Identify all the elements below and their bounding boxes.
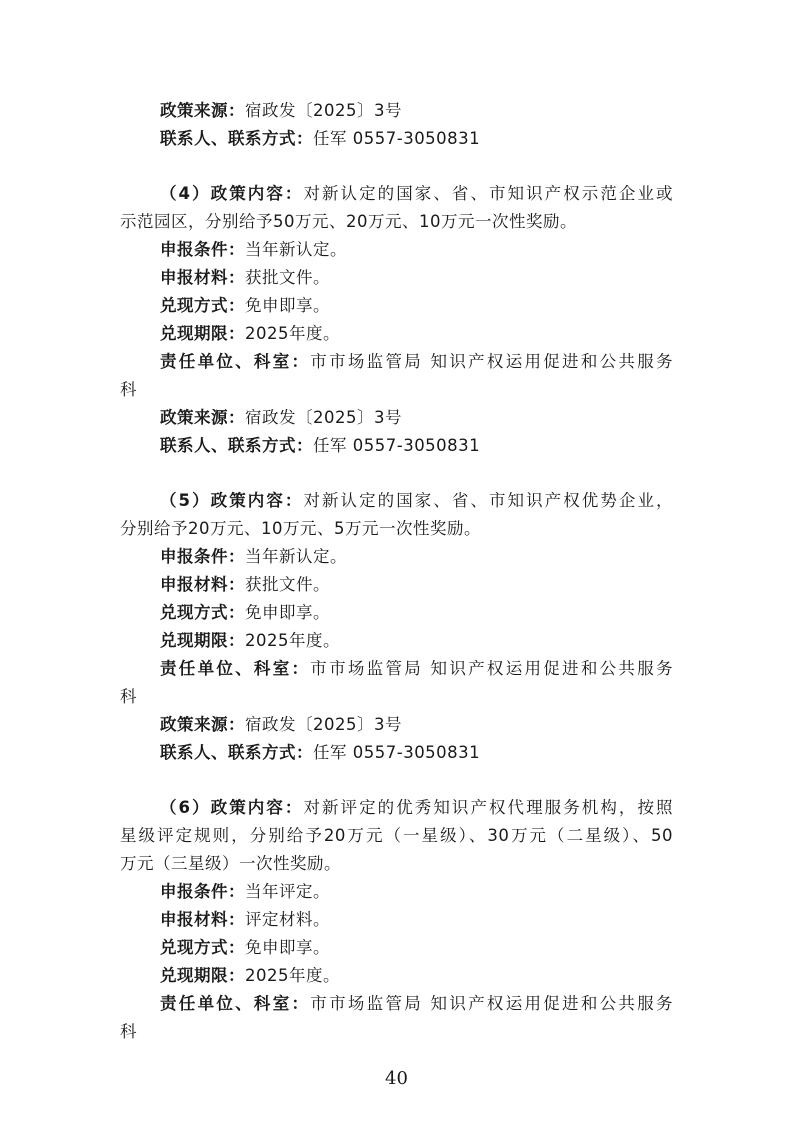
- item5-unit-line1: 责任单位、科室：市市场监管局 知识产权运用促进和公共服务: [160, 659, 673, 678]
- item5-material: 申报材料：获批文件。: [160, 575, 330, 594]
- item4-period: 兑现期限：2025年度。: [160, 324, 340, 343]
- item4-unit-line2: 科: [120, 380, 137, 399]
- value-contact: 任军 0557-3050831: [313, 129, 481, 148]
- item5-source: 政策来源：宿政发〔2025〕3号: [160, 715, 402, 734]
- policy-source-line: [160, 97, 402, 125]
- item5-content-line2: 分别给予20万元、10万元、5万元一次性奖励。: [120, 519, 481, 538]
- item5-unit-line2: 科: [120, 687, 137, 706]
- label-contact: 联系人、联系方式：: [160, 129, 313, 148]
- item6-content-line1: （6）政策内容：对新评定的优秀知识产权代理服务机构，按照: [160, 798, 673, 817]
- item4-unit-line1: 责任单位、科室：市市场监管局 知识产权运用促进和公共服务: [160, 352, 673, 371]
- item6-content-line3: 万元（三星级）一次性奖励。: [120, 854, 341, 873]
- item4-condition: 申报条件：当年新认定。: [160, 240, 347, 259]
- label-source: 政策来源：: [160, 101, 245, 120]
- value-source: 宿政发〔2025〕3号: [245, 101, 402, 120]
- item4-method: 兑现方式：免申即享。: [160, 296, 330, 315]
- contact-line: [160, 125, 480, 153]
- page-number: 40: [385, 1068, 408, 1089]
- item6-unit-line2: 科: [120, 1022, 137, 1041]
- item4-content-line1: （4）政策内容：对新认定的国家、省、市知识产权示范企业或: [160, 184, 673, 203]
- item5-period: 兑现期限：2025年度。: [160, 631, 340, 650]
- item4-source: 政策来源：宿政发〔2025〕3号: [160, 408, 402, 427]
- item5-method: 兑现方式：免申即享。: [160, 603, 330, 622]
- item6-unit-line1: 责任单位、科室：市市场监管局 知识产权运用促进和公共服务: [160, 994, 673, 1013]
- item6-period: 兑现期限：2025年度。: [160, 966, 340, 985]
- item4-content-line2: 示范园区，分别给予50万元、20万元、10万元一次性奖励。: [120, 212, 577, 231]
- item6-content-line2: 星级评定规则，分别给予20万元（一星级）、30万元（二星级）、50: [120, 826, 673, 845]
- item5-content-line1: （5）政策内容：对新认定的国家、省、市知识产权优势企业，: [160, 491, 673, 510]
- item5-condition: 申报条件：当年新认定。: [160, 547, 347, 566]
- item6-material: 申报材料：评定材料。: [160, 910, 330, 929]
- item5-contact: 联系人、联系方式：任军 0557-3050831: [160, 743, 481, 762]
- item6-method: 兑现方式：免申即享。: [160, 938, 330, 957]
- item6-condition: 申报条件：当年评定。: [160, 882, 330, 901]
- item4-contact: 联系人、联系方式：任军 0557-3050831: [160, 436, 481, 455]
- item4-material: 申报材料：获批文件。: [160, 268, 330, 287]
